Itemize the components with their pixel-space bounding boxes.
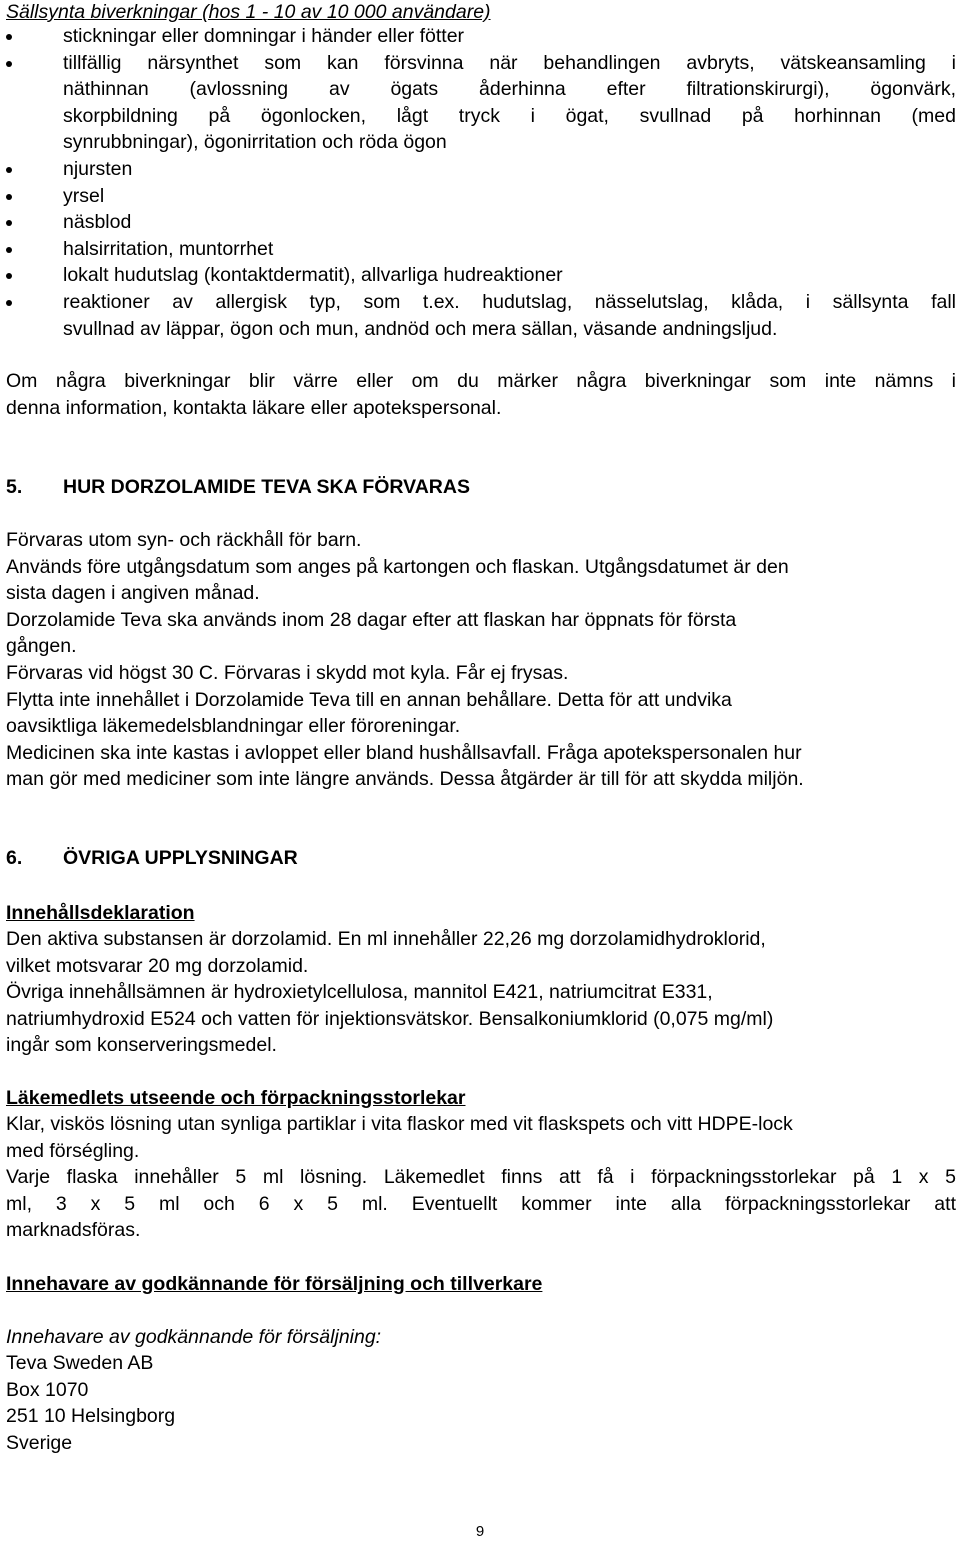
- list-item: njursten: [6, 156, 956, 183]
- section-5-heading: [6, 474, 470, 501]
- holder-address: Teva Sweden AB Box 1070 251 10 Helsingborg Sverige: [6, 1352, 176, 1454]
- section-5-number: 5.: [6, 476, 23, 498]
- bullet-icon: [6, 247, 12, 253]
- bullet-icon: [6, 34, 12, 40]
- side-effects-notice: Om några biverkningar blir värre eller om du märker några biverkningar som inte nämns i denna information, kontakta läkare eller apotekspersonal.: [6, 370, 956, 419]
- list-item: reaktioner av allergisk typ, som t.ex. hudutslag, nässelutslag, klåda, i sällsynta fall svullnad av läppar, ögon och mun, andnöd och mera sällan, väsande andningsljud.: [6, 289, 956, 342]
- bullet-icon: [6, 194, 12, 200]
- contents-heading: Innehållsdeklaration: [6, 902, 195, 924]
- bullet-icon: [6, 273, 12, 279]
- contents-text: Den aktiva substansen är dorzolamid. En ml innehåller 22,26 mg dorzolamidhydroklorid, vilket motsvarar 20 mg dorzolamid. Övriga innehållsämnen är hydroxietylcellulosa, mannitol E421, natriumcitrat E331, natriumhydroxid E524 och vatten för injektionsvätskor. Bensalkoniumklorid (0,075 mg/ml) ingår som konserveringsmedel.: [6, 928, 774, 1057]
- bullet-icon: [6, 300, 12, 306]
- bullet-icon: [6, 220, 12, 226]
- appearance-text: Klar, viskös lösning utan synliga partiklar i vita flaskor med vit flaskspets och vitt HDPE-lock med förségling. Varje flaska innehåller 5 ml lösning. Läkemedlet finns att få i förpackningsstorlekar på 1 x 5 ml, 3 x 5 ml och 6 x 5 ml. Eventuellt kommer inte alla förpackningsstorlekar att marknadsföras.: [6, 1113, 956, 1242]
- list-item: stickningar eller domningar i händer eller fötter: [6, 23, 956, 50]
- appearance-heading: Läkemedlets utseende och förpackningsstorlekar: [6, 1087, 466, 1109]
- storage-text: Förvaras utom syn- och räckhåll för barn. Används före utgångsdatum som anges på kartongen och flaskan. Utgångsdatumet är den sista dagen i angiven månad. Dorzolamide Teva ska används inom 28 dagar efter att flaskan har öppnats för första gången. Förvaras vid högst 30 C. Förvaras i skydd mot kyla. Får ej frysas. Flytta inte innehållet i Dorzolamide Teva till en annan behållare. Detta för att undvika oavsiktliga läkemedelsblandningar eller föroreningar. Medicinen ska inte kastas i avloppet eller bland hushållsavfall. Fråga apotekspersonalen hur man gör med mediciner som inte längre används. Dessa åtgärder är till för att skydda miljön.: [6, 529, 804, 791]
- page-number: 9: [475, 1523, 485, 1540]
- list-item: näsblod: [6, 209, 956, 236]
- list-item: tillfällig närsynthet som kan försvinna när behandlingen avbryts, vätskeansamling i näthinnan (avlossning av ögats åderhinna efter filtrationskirurgi), ögonvärk, skorpbildning på ögonlocken, lågt tryck i ögat, svullnad på horhinnan (med synrubbningar), ögonirritation och röda ögon: [6, 50, 956, 156]
- list-item: lokalt hudutslag (kontaktdermatit), allvarliga hudreaktioner: [6, 262, 956, 289]
- side-effects-list: [6, 23, 956, 342]
- section-5-title: HUR DORZOLAMIDE TEVA SKA FÖRVARAS: [63, 476, 470, 498]
- list-item: halsirritation, muntorrhet: [6, 236, 956, 263]
- holder-heading: Innehavare av godkännande för försäljning och tillverkare: [6, 1273, 543, 1295]
- rare-side-effects-heading: Sällsynta biverkningar (hos 1 - 10 av 10 000 användare): [6, 1, 491, 23]
- section-6-title: ÖVRIGA UPPLYSNINGAR: [63, 847, 298, 869]
- bullet-icon: [6, 167, 12, 173]
- section-6-number: 6.: [6, 847, 23, 869]
- bullet-icon: [6, 61, 12, 67]
- section-6-heading: [6, 845, 298, 872]
- holder-subheading: Innehavare av godkännande för försäljning:: [6, 1326, 382, 1348]
- list-item: yrsel: [6, 183, 956, 210]
